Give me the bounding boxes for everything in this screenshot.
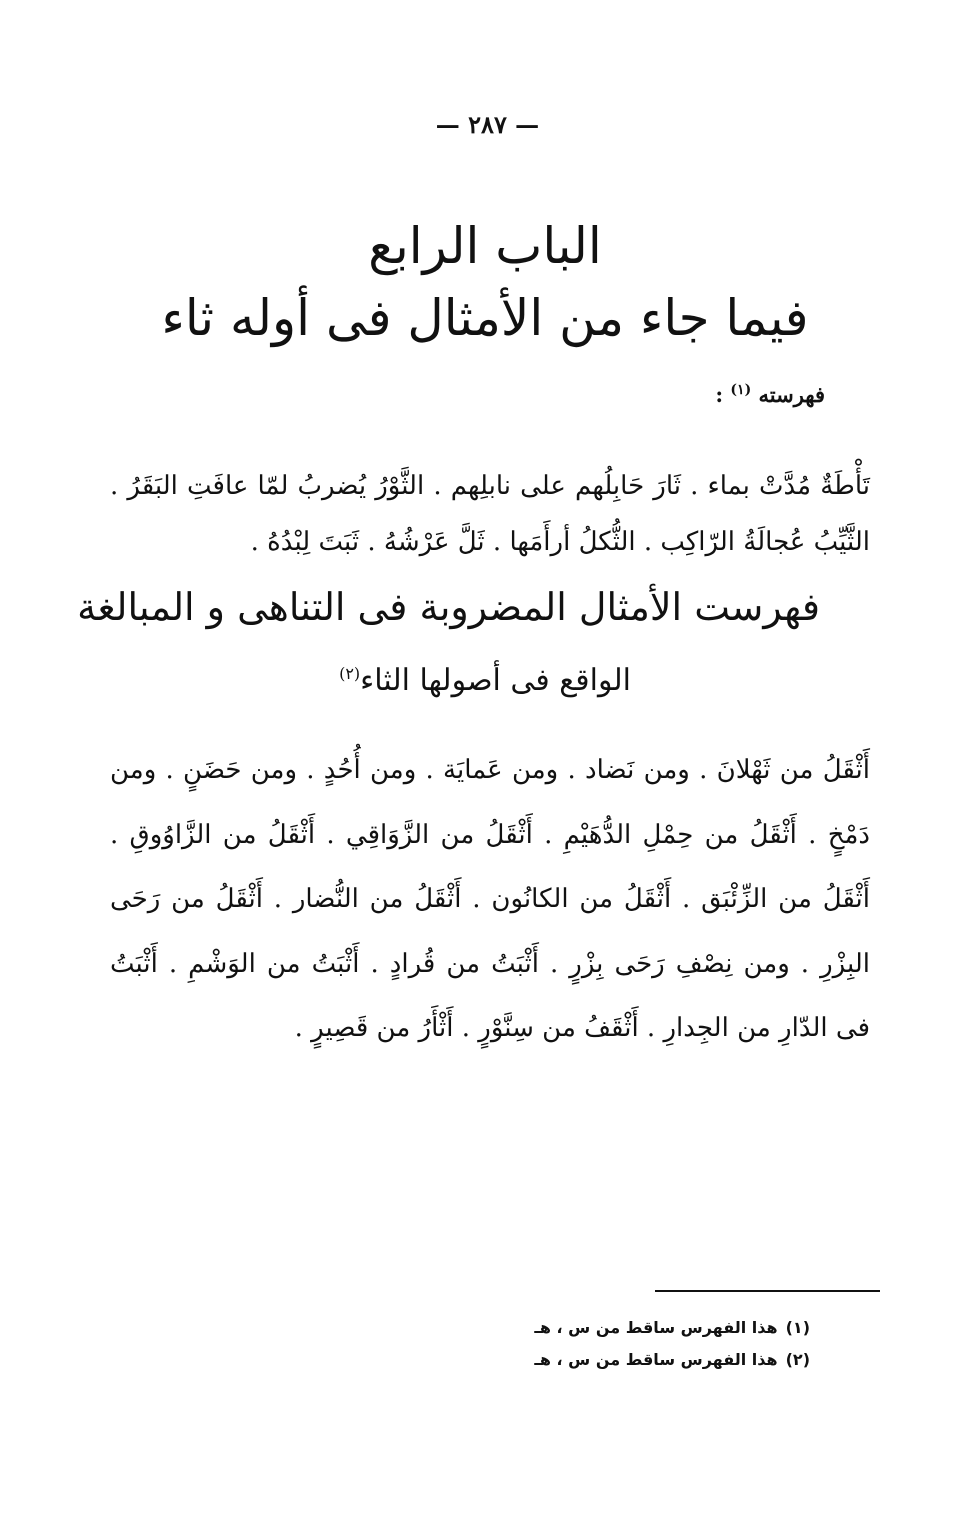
footnote-2 [534, 1344, 810, 1376]
footnote-divider [655, 1290, 880, 1292]
index-label-colon: : [715, 382, 724, 407]
section-subtitle [150, 663, 820, 698]
footnote-1 [534, 1312, 810, 1344]
footnote-text: هذا الفهرس ساقط من س ، هـ [534, 1350, 778, 1369]
index-label-text: فهرسته [758, 382, 825, 407]
chapter-title-line-2: فيما جاء من الأمثال فى أوله ثاء [161, 289, 809, 347]
footnote-ref-2: (٢) [339, 664, 361, 683]
chapter-title [150, 210, 820, 354]
section-title: فهرست الأمثال المضروبة فى التناهى و المبالغة [77, 585, 820, 629]
proverbs-paragraph-1: تَأْطَةٌ مُدَّتْ بماء . ثَارَ حَابِلُهم على نابلِهم . الثَّوْرُ يُضربُ لمّا عافَتِ البَقَرُ . الثَّيِّبُ عُجالَةُ الرّاكِب . الثُّكلُ أرأَمَها . ثَلَّ عَرْشُهُ . ثَبَتَ لِبْدُهُ . [110, 471, 870, 557]
proverbs-paragraph-2: أَثْقَلُ من ثَهْلانَ . ومن نَضاد . ومن عَمايَة . ومن أُحُدٍ . ومن حَضَنٍ . ومن دَمْخٍ . أَثْقَلُ من حِمْلِ الدُّهَيْمِ . أَثْقَلُ من الزَّوَاقِي . أَثْقَلُ من الزَّاوُوقِ . أَثْقَلُ من الزِّئْبَق . أَثْقَلُ من الكانُون . أَثْقَلُ من النُّضار . أَثْقَلُ من رَحَى البِزْرِ . ومن نِصْفِ رَحَى بِزْرٍ . أَثْبَتُ من قُرادٍ . أَثْبَتُ من الوَشْمِ . أَثْبَتُ فى الدّارِ من الجِدارِ . أَثْقَفُ من سِنَّوْرٍ . أَثْأَرُ من قَصِيرٍ . [110, 755, 870, 1043]
footnote-number: (٢) [785, 1350, 810, 1369]
page-number: — ٢٨٧ — [435, 110, 540, 139]
chapter-title-line-1: الباب الرابع [368, 217, 602, 275]
footnote-number: (١) [785, 1318, 810, 1337]
section-subtitle-text: الواقع فى أصولها الثاء [360, 663, 631, 698]
footnote-text: هذا الفهرس ساقط من س ، هـ [534, 1318, 778, 1337]
footnote-ref-1: (١) [730, 382, 752, 398]
footnotes [534, 1312, 810, 1376]
index-label [715, 382, 825, 407]
